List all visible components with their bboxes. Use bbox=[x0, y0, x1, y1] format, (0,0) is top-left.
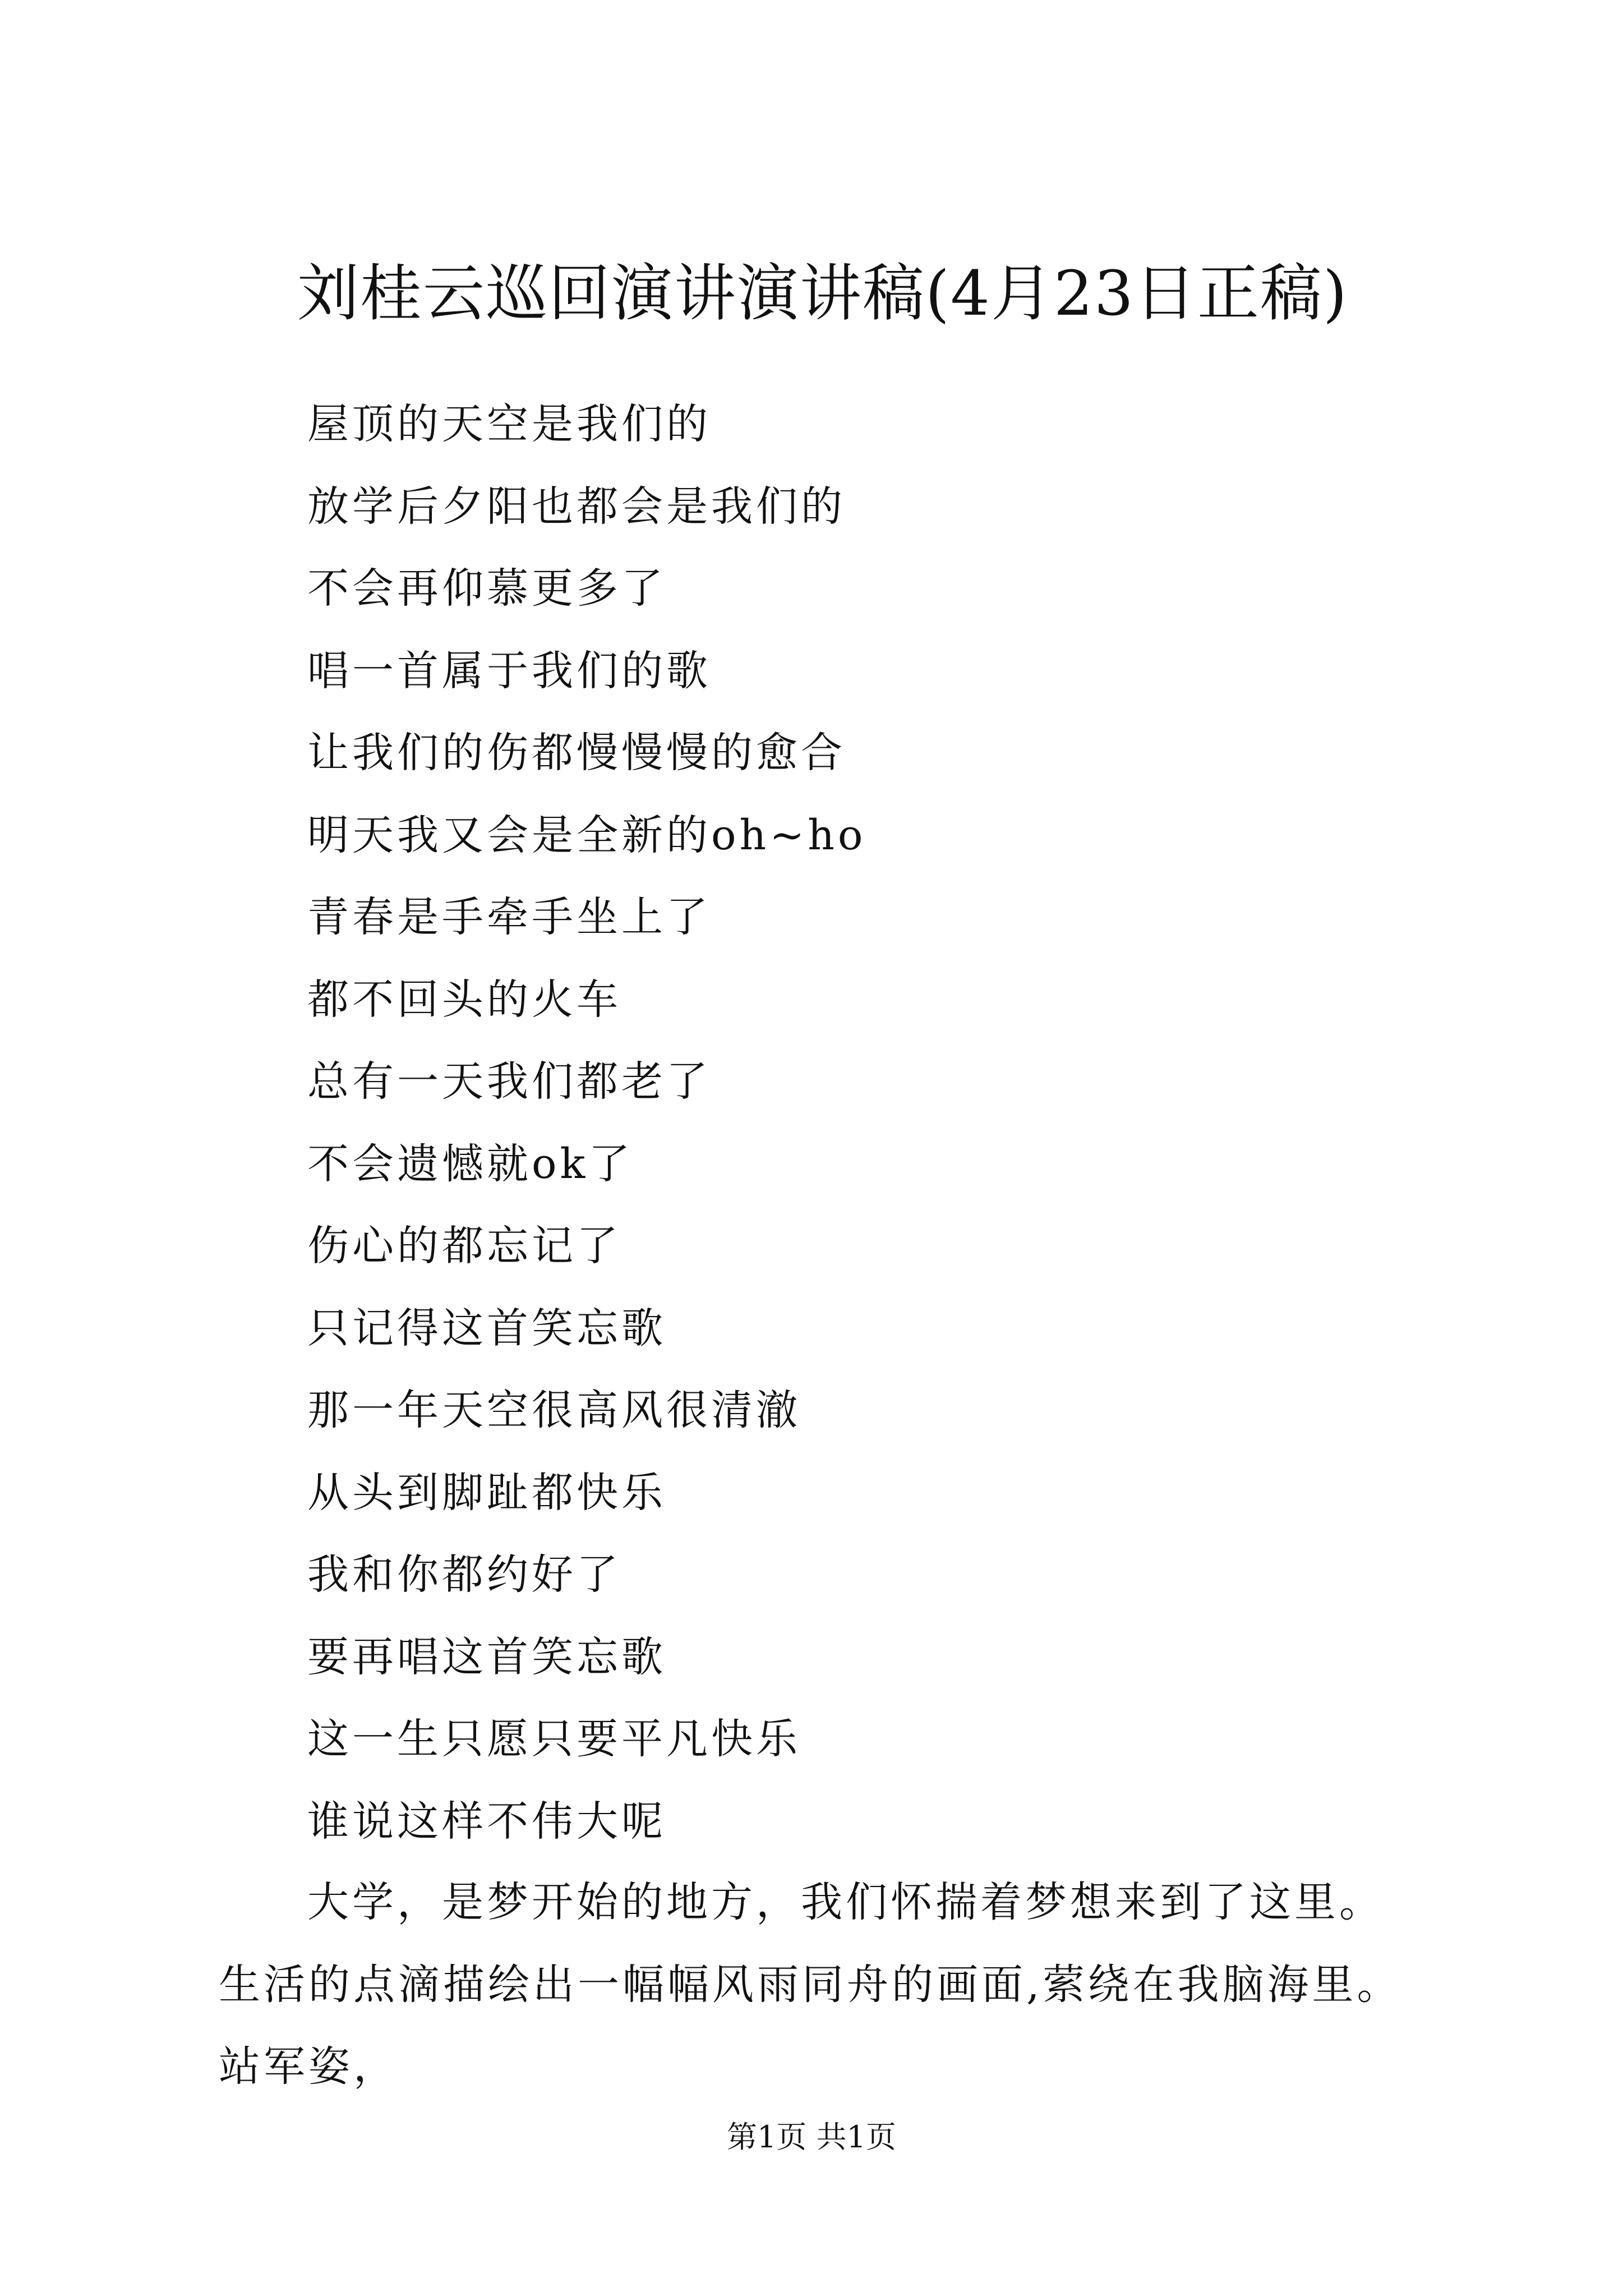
lyric-line: 只记得这首笑忘歌 bbox=[307, 1304, 666, 1352]
lyric-line: 这一生只愿只要平凡快乐 bbox=[307, 1715, 801, 1763]
body-paragraph: 大学，是梦开始的地方，我们怀揣着梦想来到了这里。生活的点滴描绘出一幅幅风雨同舟的画面,萦绕在我脑海里。站军姿， bbox=[219, 1878, 1402, 2091]
lyric-line: 总有一天我们都老了 bbox=[307, 1057, 711, 1106]
lyric-line: 我和你都约好了 bbox=[307, 1550, 621, 1599]
lyric-line: 要再唱这首笑忘歌 bbox=[307, 1632, 666, 1681]
lyric-line: 青春是手牵手坐上了 bbox=[307, 893, 711, 941]
page-footer: 第1页 共1页 bbox=[727, 2119, 896, 2155]
lyric-line: 伤心的都忘记了 bbox=[307, 1222, 621, 1270]
lyric-line: 明天我又会是全新的oh~ho bbox=[307, 811, 866, 859]
lyric-line: 谁说这样不伟大呢 bbox=[307, 1797, 666, 1846]
lyrics-list bbox=[307, 383, 866, 1862]
lyric-line: 放学后夕阳也都会是我们的 bbox=[307, 482, 846, 531]
lyric-line: 从头到脚趾都快乐 bbox=[307, 1468, 666, 1517]
lyric-line: 不会再仰慕更多了 bbox=[307, 564, 666, 613]
lyric-line: 屋顶的天空是我们的 bbox=[307, 400, 711, 448]
lyric-line: 唱一首属于我们的歌 bbox=[307, 646, 711, 695]
lyric-line: 让我们的伤都慢慢慢的愈合 bbox=[307, 729, 846, 777]
lyric-line: 那一年天空很高风很清澈 bbox=[307, 1386, 801, 1434]
document-title: 刘桂云巡回演讲演讲稿(4月23日正稿) bbox=[297, 257, 1348, 329]
lyric-line: 不会遗憾就ok了 bbox=[307, 1139, 634, 1188]
lyric-line: 都不回头的火车 bbox=[307, 975, 621, 1024]
